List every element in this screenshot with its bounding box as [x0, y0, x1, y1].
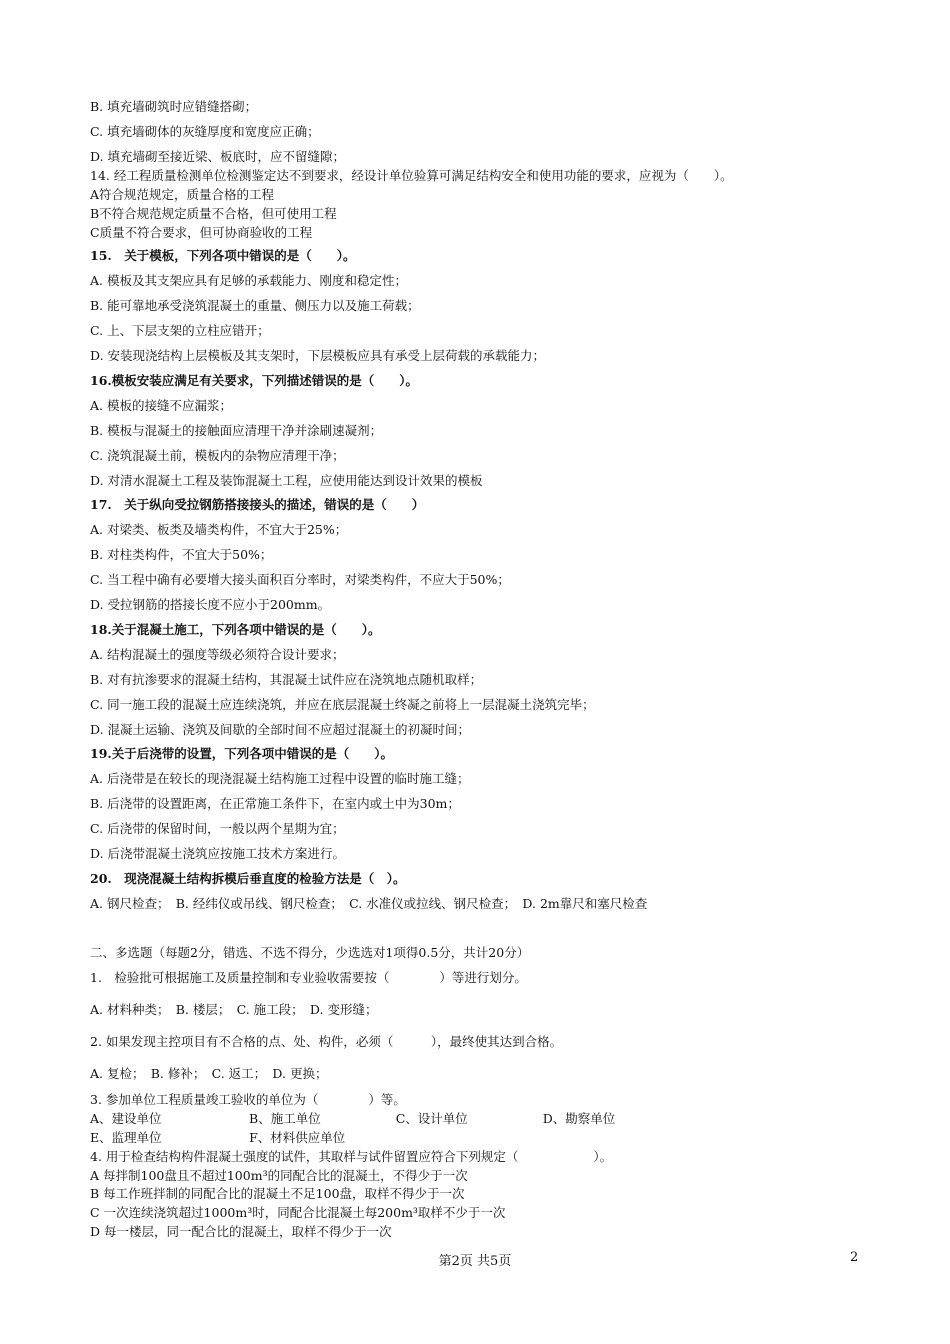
- option-line: A. 模板的接缝不应漏浆；: [90, 398, 232, 413]
- option-line: C. 同一施工段的混凝土应连续浇筑，并应在底层混凝土终凝之前将上一层混凝土浇筑完毕；: [90, 697, 595, 712]
- question-20: 20. 现浇混凝土结构拆模后垂直度的检验方法是（ ）。: [90, 871, 406, 886]
- multi-question-3: 3. 参加单位工程质量竣工验收的单位为（ ）等。: [90, 1092, 406, 1107]
- option-line: A. 材料种类； B. 楼层； C. 施工段； D. 变形缝；: [90, 1002, 378, 1017]
- page-number: 2: [850, 1250, 859, 1265]
- option-line: D. 填充墙砌至接近梁、板底时，应不留缝隙；: [90, 149, 346, 164]
- option-line: C 一次连续浇筑超过1000m³时，同配合比混凝土每200m³取样不少于一次: [90, 1205, 506, 1220]
- question-14: 14. 经工程质量检测单位检测鉴定达不到要求，经设计单位验算可满足结构安全和使用功能的要求，应视为（ ）。: [90, 168, 733, 183]
- option-line: D 每一楼层，同一配合比的混凝土，取样不得少于一次: [90, 1224, 392, 1239]
- option-line: A符合规范规定，质量合格的工程: [90, 187, 275, 202]
- option-line: C. 后浇带的保留时间，一般以两个星期为宜；: [90, 821, 345, 836]
- multi-question-1: 1. 检验批可根据施工及质量控制和专业验收需要按（ ）等进行划分。: [90, 970, 527, 985]
- multi-question-4: 4. 用于检查结构构件混凝土强度的试件，其取样与试件留置应符合下列规定（ ）。: [90, 1149, 613, 1164]
- option-line: D. 混凝土运输、浇筑及间歇的全部时间不应超过混凝土的初凝时间；: [90, 722, 471, 737]
- section-heading: 二、多选题（每题2分，错选、不选不得分，少选选对1项得0.5分，共计20分）: [90, 945, 530, 960]
- question-15: 15. 关于模板，下列各项中错误的是（ ）。: [90, 248, 356, 263]
- option-line: C. 上、下层支架的立柱应错开；: [90, 323, 270, 338]
- option-line: B. 对有抗渗要求的混凝土结构，其混凝土试件应在浇筑地点随机取样；: [90, 672, 483, 687]
- option-line: C. 当工程中确有必要增大接头面积百分率时，对梁类构件，不应大于50%；: [90, 572, 510, 587]
- option-line: A. 结构混凝土的强度等级必须符合设计要求；: [90, 647, 345, 662]
- option-line: C. 浇筑混凝土前，模板内的杂物应清理干净；: [90, 448, 345, 463]
- option-line: B. 能可靠地承受浇筑混凝土的重量、侧压力以及施工荷载；: [90, 298, 420, 313]
- multi-question-2: 2. 如果发现主控项目有不合格的点、处、构件，必须（ ），最终使其达到合格。: [90, 1034, 563, 1049]
- option-line: B. 填充墙砌筑时应错缝搭砌；: [90, 99, 258, 114]
- option-line: A. 复检； B. 修补； C. 返工； D. 更换；: [90, 1066, 328, 1081]
- option-line: A. 钢尺检查； B. 经纬仪或吊线、钢尺检查； C. 水准仪或拉线、钢尺检查； D. 2m靠尺和塞尺检查: [90, 896, 648, 911]
- question-19: 19.关于后浇带的设置，下列各项中错误的是（ ）。: [90, 746, 393, 761]
- question-16: 16.模板安装应满足有关要求，下列描述错误的是（ ）。: [90, 373, 418, 388]
- page-footer: 第2页 共5页: [438, 1254, 512, 1269]
- option-line: A 每拌制100盘且不超过100m³的同配合比的混凝土，不得少于一次: [90, 1168, 468, 1183]
- question-17: 17. 关于纵向受拉钢筋搭接接头的描述，错误的是（ ）: [90, 497, 425, 512]
- option-line: B不符合规范规定质量不合格，但可使用工程: [90, 206, 337, 221]
- option-line: D. 后浇带混凝土浇筑应按施工技术方案进行。: [90, 846, 346, 861]
- option-line: C质量不符合要求，但可协商验收的工程: [90, 225, 313, 240]
- option-line: B. 对柱类构件，不宜大于50%；: [90, 547, 273, 562]
- option-line: C. 填充墙砌体的灰缝厚度和宽度应正确；: [90, 124, 320, 139]
- option-line: A、建设单位 B、施工单位 C、设计单位 D、勘察单位: [90, 1111, 616, 1126]
- option-line: B 每工作班拌制的同配合比的混凝土不足100盘，取样不得少于一次: [90, 1186, 465, 1201]
- option-line: A. 模板及其支架应具有足够的承载能力、刚度和稳定性；: [90, 273, 407, 288]
- option-line: D. 对清水混凝土工程及装饰混凝土工程，应使用能达到设计效果的模板: [90, 473, 483, 488]
- option-line: D. 安装现浇结构上层模板及其支架时，下层模板应具有承受上层荷载的承载能力；: [90, 348, 546, 363]
- option-line: A. 后浇带是在较长的现浇混凝土结构施工过程中设置的临时施工缝；: [90, 771, 470, 786]
- option-line: B. 后浇带的设置距离，在正常施工条件下，在室内或土中为30m；: [90, 796, 460, 811]
- option-line: A. 对梁类、板类及墙类构件，不宜大于25%；: [90, 522, 348, 537]
- option-line: E、监理单位 F、材料供应单位: [90, 1130, 346, 1145]
- option-line: D. 受拉钢筋的搭接长度不应小于200mm。: [90, 597, 331, 612]
- question-18: 18.关于混凝土施工，下列各项中错误的是（ ）。: [90, 622, 381, 637]
- option-line: B. 模板与混凝土的接触面应清理干净并涂刷速凝剂；: [90, 423, 383, 438]
